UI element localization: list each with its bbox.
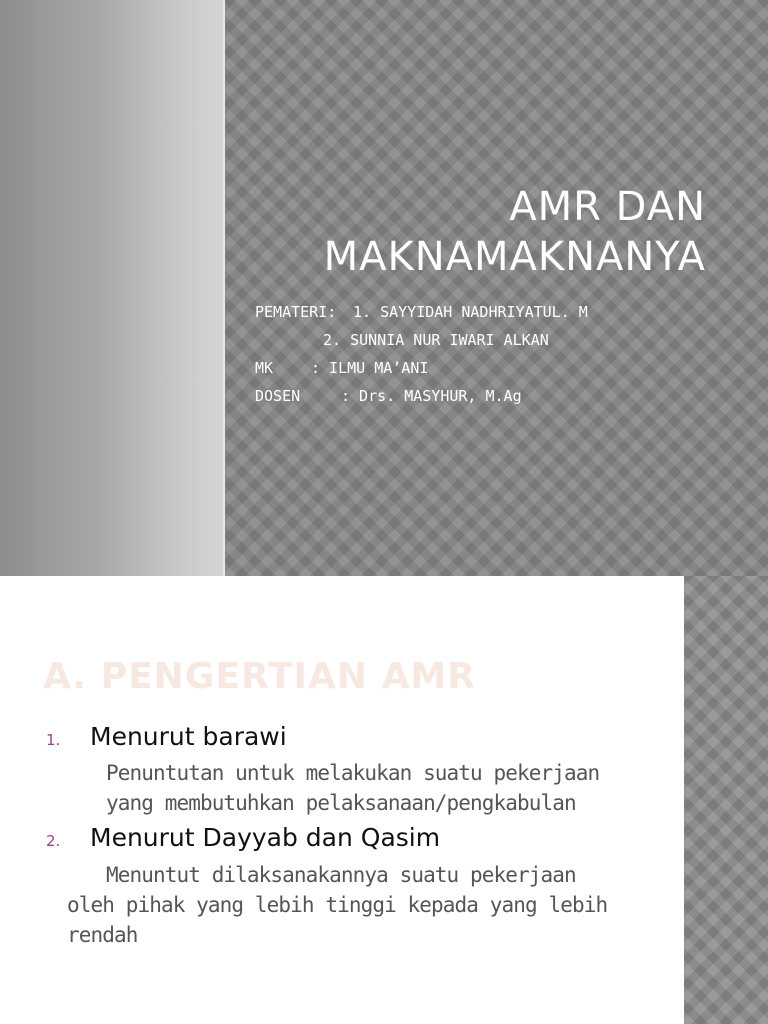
- lecturer-row: [255, 382, 735, 410]
- slide-title: [246, 182, 706, 282]
- definition-text: [67, 860, 627, 950]
- definition-line-text: Menuntut dilaksanakannya suatu pekerjaan: [106, 863, 576, 887]
- title-line-1: AMR DAN: [509, 184, 706, 230]
- definition-line: rendah: [67, 923, 138, 947]
- lecturer-value: : Drs. MASYHUR, M.Ag: [341, 387, 522, 405]
- definition-line: Penuntutan untuk melakukan suatu pekerjaan: [106, 761, 600, 785]
- list-number: 2.: [46, 832, 61, 850]
- definition-line: yang membutuhkan pelaksanaan/pengkabulan: [106, 791, 576, 815]
- lecturer-label: DOSEN: [255, 387, 301, 405]
- presenter-2: 2. SUNNIA NUR IWARI ALKAN: [323, 331, 549, 349]
- list-item: [46, 722, 287, 751]
- presenter-row: [255, 298, 735, 326]
- presenter-label: PEMATERI:: [255, 303, 337, 321]
- course-label: MK: [255, 359, 274, 377]
- definition-line: oleh pihak yang lebih tinggi kepada yang lebih: [67, 893, 608, 917]
- slide-left-panel: [0, 0, 224, 576]
- presenter-info: [255, 298, 735, 410]
- content-slide: [0, 576, 768, 1024]
- slide-right-panel: [225, 0, 768, 576]
- presenter-1: 1. SAYYIDAH NADHRIYATUL. M: [353, 303, 588, 321]
- course-value: : ILMU MA’ANI: [311, 359, 429, 377]
- list-label: Menurut Dayyab dan Qasim: [90, 823, 441, 852]
- slide-side-strip: [684, 576, 768, 1024]
- list-number: 1.: [46, 731, 61, 749]
- definition-text: [106, 758, 666, 818]
- presenter-row-2: [255, 326, 735, 354]
- list-label: Menurut barawi: [90, 722, 287, 751]
- list-item: [46, 823, 440, 852]
- course-row: [255, 354, 735, 382]
- title-line-2: MAKNAMAKNANYA: [323, 234, 706, 280]
- definition-line: [67, 860, 627, 890]
- section-heading: A. PENGERTIAN AMR: [43, 656, 476, 697]
